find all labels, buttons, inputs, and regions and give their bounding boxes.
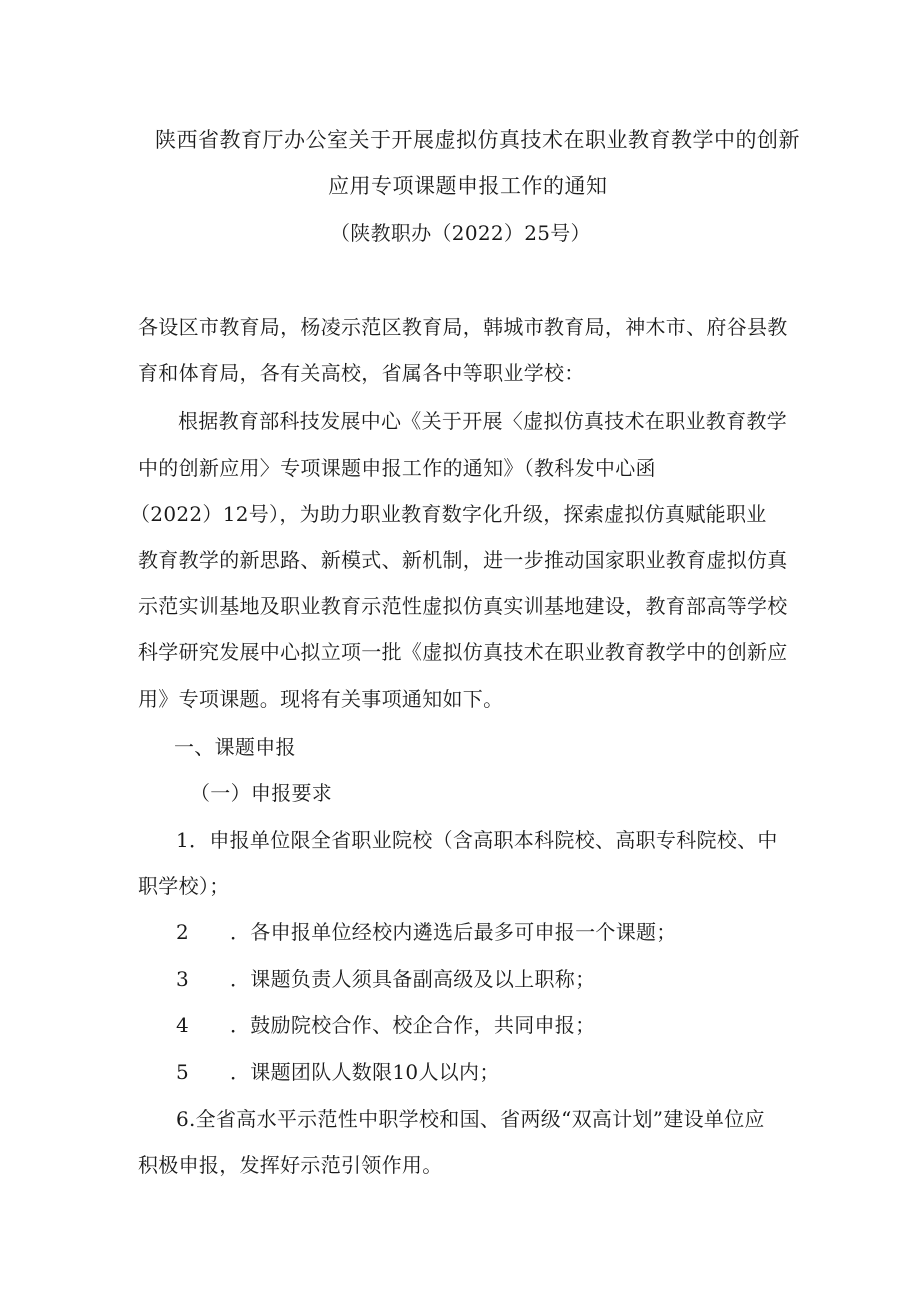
paragraph-line: 科学研究发展中心拟立项一批《虚拟仿真技术在职业教育教学中的创新应 [138,640,788,664]
list-number: 3 [176,967,190,991]
list-item-4 [176,1013,595,1037]
list-item-1-line-1: 1．申报单位限全省职业院校（含高职本科院校、高职专科院校、中 [176,828,778,852]
recipients-line-2: 育和体育局，各有关高校，省属各中等职业学校： [138,361,585,385]
paragraph-line: 中的创新应用〉专项课题申报工作的通知》（教科发中心函 [138,456,656,480]
doc-title-line-2: 应用专项课题申报工作的通知 [328,174,608,198]
list-number: 5 [176,1060,190,1084]
list-text: ．鼓励院校合作、校企合作，共同申报； [230,1013,596,1037]
section-heading: 一、课题申报 [174,735,296,759]
doc-number: （陕教职办（2022）25号） [330,221,591,245]
list-item-6-line-1: 6.全省高水平示范性中职学校和国、省两级“双高计划”建设单位应 [176,1107,765,1131]
list-number: 2 [176,920,190,944]
paragraph-line: （2022）12号），为助力职业教育数字化升级，探索虚拟仿真赋能职业 [130,502,767,526]
paragraph-line: 根据教育部科技发展中心《关于开展〈虚拟仿真技术在职业教育教学 [178,409,787,433]
list-item-3 [176,967,595,991]
list-item-1-line-2: 职学校）； [138,874,230,898]
list-item-2 [176,920,677,944]
paragraph-line: 用》专项课题。现将有关事项通知如下。 [138,687,504,711]
list-number: 4 [176,1013,190,1037]
list-text: ．课题团队人数限10人以内； [230,1060,500,1084]
list-text: ．课题负责人须具备副高级及以上职称； [230,967,596,991]
list-item-6-line-2: 积极申报，发挥好示范引领作用。 [138,1153,443,1177]
list-item-5 [176,1060,500,1084]
recipients-line-1: 各设区市教育局，杨凌示范区教育局，韩城市教育局，神木市、府谷县教 [138,315,788,339]
subsection-heading: （一）申报要求 [190,781,333,805]
list-text: ．各申报单位经校内遴选后最多可申报一个课题； [230,920,677,944]
paragraph-line: 示范实训基地及职业教育示范性虚拟仿真实训基地建设，教育部高等学校 [138,594,788,618]
doc-title-line-1: 陕西省教育厅办公室关于开展虚拟仿真技术在职业教育教学中的创新 [155,128,800,152]
paragraph-line: 教育教学的新思路、新模式、新机制，进一步推动国家职业教育虚拟仿真 [138,548,788,572]
